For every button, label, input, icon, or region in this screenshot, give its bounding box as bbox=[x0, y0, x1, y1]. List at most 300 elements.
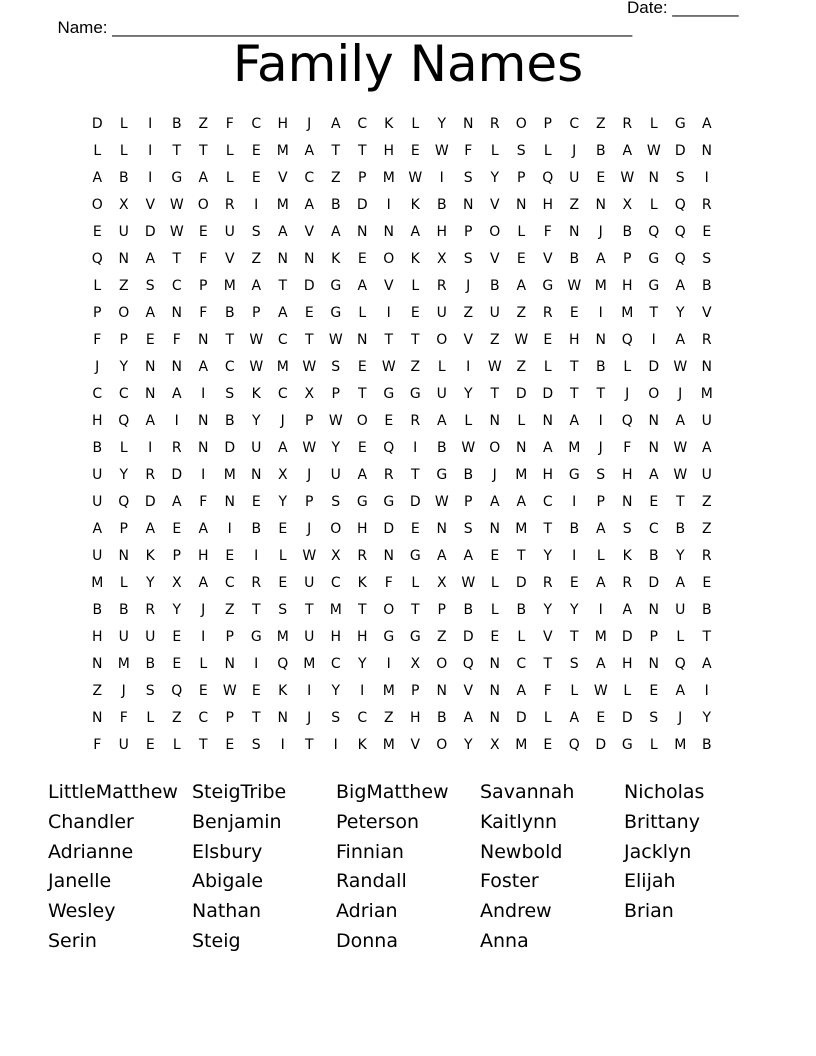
grid-cell[interactable]: A bbox=[516, 683, 527, 699]
grid-cell[interactable]: P bbox=[252, 305, 261, 321]
grid-cell[interactable]: P bbox=[199, 278, 208, 294]
grid-cell[interactable]: B bbox=[92, 440, 103, 456]
grid-cell[interactable]: B bbox=[516, 602, 527, 618]
grid-cell[interactable]: F bbox=[199, 251, 208, 267]
grid-cell[interactable]: I bbox=[598, 602, 603, 618]
grid-cell[interactable]: Y bbox=[675, 305, 685, 321]
grid-cell[interactable]: B bbox=[436, 440, 447, 456]
grid-cell[interactable]: N bbox=[145, 386, 156, 402]
grid-cell[interactable]: V bbox=[410, 737, 421, 753]
grid-cell[interactable]: X bbox=[304, 386, 315, 402]
grid-cell[interactable]: D bbox=[91, 116, 103, 132]
grid-cell[interactable]: L bbox=[464, 413, 473, 429]
grid-cell[interactable]: G bbox=[436, 467, 448, 483]
grid-cell[interactable]: A bbox=[675, 332, 686, 348]
grid-cell[interactable]: R bbox=[383, 467, 394, 483]
grid-cell[interactable]: P bbox=[119, 521, 128, 537]
grid-cell[interactable]: Q bbox=[118, 413, 130, 429]
grid-cell[interactable]: I bbox=[386, 656, 391, 672]
grid-cell[interactable]: Z bbox=[701, 494, 712, 510]
grid-cell[interactable]: S bbox=[145, 278, 155, 294]
grid-cell[interactable]: V bbox=[489, 251, 500, 267]
grid-cell[interactable]: B bbox=[648, 548, 659, 564]
grid-cell[interactable]: G bbox=[383, 629, 395, 645]
grid-cell[interactable]: D bbox=[409, 494, 421, 510]
grid-cell[interactable]: T bbox=[410, 332, 420, 348]
grid-cell[interactable]: E bbox=[490, 548, 500, 564]
grid-cell[interactable]: A bbox=[436, 548, 447, 564]
grid-cell[interactable]: E bbox=[702, 575, 712, 591]
grid-cell[interactable]: D bbox=[144, 224, 156, 240]
grid-cell[interactable]: E bbox=[251, 143, 261, 159]
grid-cell[interactable]: Q bbox=[648, 224, 660, 240]
grid-cell[interactable]: P bbox=[623, 251, 632, 267]
grid-cell[interactable]: S bbox=[331, 494, 341, 510]
grid-cell[interactable]: N bbox=[595, 332, 606, 348]
grid-cell[interactable]: Z bbox=[383, 710, 394, 726]
grid-cell[interactable]: N bbox=[251, 467, 262, 483]
grid-cell[interactable]: E bbox=[278, 521, 288, 537]
grid-cell[interactable]: H bbox=[436, 224, 448, 240]
grid-cell[interactable]: A bbox=[675, 683, 686, 699]
grid-cell[interactable]: C bbox=[224, 359, 235, 375]
grid-cell[interactable]: M bbox=[594, 629, 607, 645]
grid-cell[interactable]: A bbox=[701, 656, 712, 672]
grid-cell[interactable]: P bbox=[331, 386, 340, 402]
grid-cell[interactable]: Z bbox=[410, 359, 421, 375]
grid-cell[interactable]: M bbox=[515, 467, 528, 483]
grid-cell[interactable]: S bbox=[331, 710, 341, 726]
grid-cell[interactable]: U bbox=[304, 629, 315, 645]
grid-cell[interactable]: N bbox=[171, 359, 182, 375]
grid-cell[interactable]: A bbox=[330, 224, 341, 240]
grid-cell[interactable]: N bbox=[463, 197, 474, 213]
grid-cell[interactable]: D bbox=[648, 359, 660, 375]
grid-cell[interactable]: I bbox=[572, 494, 577, 510]
grid-cell[interactable]: S bbox=[463, 251, 473, 267]
grid-cell[interactable]: A bbox=[357, 467, 368, 483]
grid-cell[interactable]: J bbox=[307, 710, 312, 726]
grid-cell[interactable]: E bbox=[596, 710, 606, 726]
grid-cell[interactable]: R bbox=[622, 116, 633, 132]
grid-cell[interactable]: A bbox=[410, 224, 421, 240]
grid-cell[interactable]: A bbox=[463, 548, 474, 564]
grid-cell[interactable]: H bbox=[621, 656, 633, 672]
grid-cell[interactable]: N bbox=[489, 413, 500, 429]
grid-cell[interactable]: F bbox=[623, 440, 632, 456]
grid-cell[interactable]: W bbox=[461, 440, 476, 456]
grid-cell[interactable]: A bbox=[675, 413, 686, 429]
grid-cell[interactable]: N bbox=[304, 251, 315, 267]
grid-cell[interactable]: H bbox=[330, 629, 342, 645]
grid-cell[interactable]: A bbox=[648, 467, 659, 483]
grid-cell[interactable]: M bbox=[276, 197, 289, 213]
grid-cell[interactable]: L bbox=[278, 548, 287, 564]
grid-cell[interactable]: V bbox=[701, 305, 712, 321]
grid-cell[interactable]: B bbox=[675, 521, 686, 537]
grid-cell[interactable]: A bbox=[622, 143, 633, 159]
grid-cell[interactable]: T bbox=[304, 332, 314, 348]
grid-cell[interactable]: K bbox=[357, 737, 367, 753]
grid-cell[interactable]: A bbox=[145, 305, 156, 321]
grid-cell[interactable]: P bbox=[358, 170, 367, 186]
grid-cell[interactable]: A bbox=[277, 224, 288, 240]
grid-cell[interactable]: P bbox=[225, 710, 234, 726]
grid-cell[interactable]: I bbox=[651, 332, 656, 348]
grid-cell[interactable]: U bbox=[436, 386, 447, 402]
grid-cell[interactable]: D bbox=[515, 386, 527, 402]
grid-cell[interactable]: L bbox=[172, 737, 181, 753]
grid-cell[interactable]: A bbox=[92, 521, 103, 537]
grid-cell[interactable]: V bbox=[277, 170, 288, 186]
grid-cell[interactable]: H bbox=[568, 332, 580, 348]
grid-cell[interactable]: W bbox=[434, 143, 449, 159]
grid-cell[interactable]: G bbox=[409, 548, 421, 564]
grid-cell[interactable]: U bbox=[569, 170, 580, 186]
grid-cell[interactable]: Z bbox=[569, 197, 580, 213]
grid-cell[interactable]: D bbox=[171, 467, 183, 483]
grid-cell[interactable]: W bbox=[328, 413, 343, 429]
grid-cell[interactable]: P bbox=[464, 224, 473, 240]
grid-cell[interactable]: Y bbox=[490, 170, 500, 186]
grid-cell[interactable]: T bbox=[172, 251, 182, 267]
grid-cell[interactable]: D bbox=[515, 575, 527, 591]
grid-cell[interactable]: C bbox=[198, 710, 209, 726]
grid-cell[interactable]: W bbox=[593, 683, 608, 699]
grid-cell[interactable]: N bbox=[92, 710, 103, 726]
grid-cell[interactable]: R bbox=[436, 278, 447, 294]
grid-cell[interactable]: L bbox=[649, 737, 658, 753]
grid-cell[interactable]: I bbox=[148, 440, 153, 456]
grid-cell[interactable]: S bbox=[463, 170, 473, 186]
grid-cell[interactable]: R bbox=[542, 305, 553, 321]
grid-cell[interactable]: E bbox=[649, 683, 659, 699]
grid-cell[interactable]: L bbox=[649, 116, 658, 132]
grid-cell[interactable]: A bbox=[171, 494, 182, 510]
grid-cell[interactable]: L bbox=[490, 602, 499, 618]
grid-cell[interactable]: W bbox=[567, 278, 582, 294]
grid-cell[interactable]: P bbox=[464, 494, 473, 510]
grid-cell[interactable]: H bbox=[356, 629, 368, 645]
grid-cell[interactable]: Q bbox=[674, 224, 686, 240]
grid-cell[interactable]: Y bbox=[119, 467, 129, 483]
grid-cell[interactable]: E bbox=[145, 737, 155, 753]
grid-cell[interactable]: Q bbox=[171, 683, 183, 699]
grid-cell[interactable]: Q bbox=[91, 251, 103, 267]
grid-cell[interactable]: X bbox=[489, 737, 500, 753]
grid-cell[interactable]: N bbox=[489, 521, 500, 537]
grid-cell[interactable]: E bbox=[569, 305, 579, 321]
grid-cell[interactable]: N bbox=[648, 413, 659, 429]
grid-cell[interactable]: L bbox=[358, 305, 367, 321]
grid-cell[interactable]: T bbox=[251, 710, 261, 726]
grid-cell[interactable]: I bbox=[466, 359, 471, 375]
grid-cell[interactable]: Q bbox=[621, 332, 633, 348]
grid-cell[interactable]: A bbox=[595, 521, 606, 537]
grid-cell[interactable]: Y bbox=[463, 386, 473, 402]
grid-cell[interactable]: T bbox=[357, 386, 367, 402]
grid-cell[interactable]: E bbox=[92, 224, 102, 240]
grid-cell[interactable]: S bbox=[569, 656, 579, 672]
grid-cell[interactable]: P bbox=[649, 629, 658, 645]
grid-cell[interactable]: N bbox=[277, 710, 288, 726]
grid-cell[interactable]: E bbox=[278, 575, 288, 591]
grid-cell[interactable]: W bbox=[169, 197, 184, 213]
grid-cell[interactable]: L bbox=[119, 116, 128, 132]
grid-cell[interactable]: T bbox=[675, 494, 685, 510]
grid-cell[interactable]: G bbox=[383, 386, 395, 402]
grid-cell[interactable]: A bbox=[489, 494, 500, 510]
grid-cell[interactable]: Z bbox=[330, 170, 341, 186]
grid-cell[interactable]: N bbox=[224, 494, 235, 510]
grid-cell[interactable]: S bbox=[622, 521, 632, 537]
grid-cell[interactable]: I bbox=[201, 386, 206, 402]
grid-cell[interactable]: J bbox=[95, 359, 100, 375]
grid-cell[interactable]: N bbox=[198, 332, 209, 348]
grid-cell[interactable]: V bbox=[304, 224, 315, 240]
grid-cell[interactable]: X bbox=[410, 656, 421, 672]
grid-cell[interactable]: E bbox=[172, 656, 182, 672]
grid-cell[interactable]: A bbox=[330, 116, 341, 132]
grid-cell[interactable]: C bbox=[118, 386, 129, 402]
grid-cell[interactable]: S bbox=[145, 683, 155, 699]
grid-cell[interactable]: J bbox=[598, 440, 603, 456]
grid-cell[interactable]: L bbox=[411, 278, 420, 294]
grid-cell[interactable]: I bbox=[148, 143, 153, 159]
grid-cell[interactable]: W bbox=[328, 332, 343, 348]
grid-cell[interactable]: L bbox=[411, 575, 420, 591]
grid-cell[interactable]: N bbox=[198, 413, 209, 429]
grid-cell[interactable]: F bbox=[199, 494, 208, 510]
grid-cell[interactable]: T bbox=[225, 332, 235, 348]
grid-cell[interactable]: A bbox=[569, 710, 580, 726]
grid-cell[interactable]: S bbox=[251, 224, 261, 240]
grid-cell[interactable]: A bbox=[92, 170, 103, 186]
grid-cell[interactable]: L bbox=[199, 656, 208, 672]
grid-cell[interactable]: I bbox=[386, 197, 391, 213]
grid-cell[interactable]: R bbox=[145, 602, 156, 618]
grid-cell[interactable]: N bbox=[383, 548, 394, 564]
grid-cell[interactable]: T bbox=[569, 359, 579, 375]
grid-cell[interactable]: U bbox=[92, 467, 103, 483]
grid-cell[interactable]: H bbox=[91, 629, 103, 645]
grid-cell[interactable]: C bbox=[330, 575, 341, 591]
grid-cell[interactable]: I bbox=[280, 737, 285, 753]
grid-cell[interactable]: W bbox=[673, 440, 688, 456]
grid-cell[interactable]: N bbox=[92, 656, 103, 672]
grid-cell[interactable]: E bbox=[251, 170, 261, 186]
grid-cell[interactable]: B bbox=[224, 305, 235, 321]
grid-cell[interactable]: G bbox=[250, 629, 262, 645]
grid-cell[interactable]: L bbox=[119, 143, 128, 159]
grid-cell[interactable]: L bbox=[543, 710, 552, 726]
grid-cell[interactable]: L bbox=[146, 710, 155, 726]
grid-cell[interactable]: B bbox=[463, 602, 474, 618]
grid-cell[interactable]: A bbox=[145, 251, 156, 267]
grid-cell[interactable]: Y bbox=[357, 656, 367, 672]
grid-cell[interactable]: V bbox=[542, 629, 553, 645]
grid-cell[interactable]: B bbox=[569, 521, 580, 537]
grid-cell[interactable]: E bbox=[384, 413, 394, 429]
grid-cell[interactable]: A bbox=[304, 143, 315, 159]
grid-cell[interactable]: S bbox=[251, 737, 261, 753]
grid-cell[interactable]: R bbox=[489, 116, 500, 132]
grid-cell[interactable]: N bbox=[463, 116, 474, 132]
grid-cell[interactable]: M bbox=[382, 683, 395, 699]
grid-cell[interactable]: A bbox=[595, 575, 606, 591]
grid-cell[interactable]: A bbox=[198, 170, 209, 186]
grid-cell[interactable]: J bbox=[678, 386, 683, 402]
grid-cell[interactable]: Z bbox=[516, 305, 527, 321]
grid-cell[interactable]: B bbox=[145, 656, 156, 672]
grid-cell[interactable]: T bbox=[649, 305, 659, 321]
grid-cell[interactable]: J bbox=[307, 116, 312, 132]
grid-cell[interactable]: J bbox=[307, 521, 312, 537]
grid-cell[interactable]: T bbox=[172, 143, 182, 159]
grid-cell[interactable]: M bbox=[303, 656, 316, 672]
grid-cell[interactable]: C bbox=[357, 116, 368, 132]
grid-cell[interactable]: N bbox=[118, 548, 129, 564]
grid-cell[interactable]: Q bbox=[674, 197, 686, 213]
grid-cell[interactable]: L bbox=[437, 359, 446, 375]
grid-cell[interactable]: I bbox=[704, 170, 709, 186]
grid-cell[interactable]: B bbox=[622, 224, 633, 240]
grid-cell[interactable]: W bbox=[302, 359, 317, 375]
grid-cell[interactable]: N bbox=[648, 602, 659, 618]
grid-cell[interactable]: N bbox=[516, 197, 527, 213]
grid-cell[interactable]: E bbox=[251, 494, 261, 510]
grid-cell[interactable]: H bbox=[91, 413, 103, 429]
grid-cell[interactable]: A bbox=[675, 278, 686, 294]
grid-cell[interactable]: V bbox=[489, 197, 500, 213]
grid-cell[interactable]: G bbox=[648, 278, 660, 294]
grid-cell[interactable]: J bbox=[466, 278, 471, 294]
grid-cell[interactable]: B bbox=[595, 143, 606, 159]
grid-cell[interactable]: X bbox=[330, 548, 341, 564]
grid-cell[interactable]: H bbox=[621, 278, 633, 294]
grid-cell[interactable]: T bbox=[384, 332, 394, 348]
grid-cell[interactable]: E bbox=[490, 629, 500, 645]
grid-cell[interactable]: T bbox=[331, 143, 341, 159]
grid-cell[interactable]: O bbox=[436, 737, 448, 753]
grid-cell[interactable]: T bbox=[410, 602, 420, 618]
grid-cell[interactable]: O bbox=[383, 251, 395, 267]
grid-cell[interactable]: F bbox=[225, 116, 234, 132]
grid-cell[interactable]: T bbox=[569, 386, 579, 402]
grid-cell[interactable]: X bbox=[622, 197, 633, 213]
grid-cell[interactable]: N bbox=[224, 656, 235, 672]
grid-cell[interactable]: Z bbox=[463, 305, 474, 321]
grid-cell[interactable]: T bbox=[251, 602, 261, 618]
grid-cell[interactable]: V bbox=[463, 332, 474, 348]
grid-cell[interactable]: W bbox=[302, 548, 317, 564]
grid-cell[interactable]: L bbox=[93, 143, 102, 159]
grid-cell[interactable]: M bbox=[329, 602, 342, 618]
grid-cell[interactable]: W bbox=[408, 170, 423, 186]
grid-cell[interactable]: A bbox=[304, 197, 315, 213]
grid-cell[interactable]: B bbox=[701, 278, 712, 294]
grid-cell[interactable]: L bbox=[596, 548, 605, 564]
grid-cell[interactable]: B bbox=[171, 116, 182, 132]
grid-cell[interactable]: J bbox=[572, 143, 577, 159]
grid-cell[interactable]: I bbox=[333, 737, 338, 753]
grid-cell[interactable]: R bbox=[251, 575, 262, 591]
grid-cell[interactable]: E bbox=[357, 359, 367, 375]
grid-cell[interactable]: O bbox=[383, 602, 395, 618]
grid-cell[interactable]: E bbox=[410, 143, 420, 159]
grid-cell[interactable]: X bbox=[436, 251, 447, 267]
grid-cell[interactable]: W bbox=[381, 359, 396, 375]
grid-cell[interactable]: Y bbox=[145, 575, 155, 591]
grid-cell[interactable]: W bbox=[249, 332, 264, 348]
grid-cell[interactable]: E bbox=[596, 170, 606, 186]
grid-cell[interactable]: M bbox=[91, 575, 104, 591]
grid-cell[interactable]: P bbox=[119, 332, 128, 348]
grid-cell[interactable]: T bbox=[569, 629, 579, 645]
grid-cell[interactable]: T bbox=[516, 548, 526, 564]
grid-cell[interactable]: B bbox=[436, 710, 447, 726]
grid-cell[interactable]: A bbox=[463, 710, 474, 726]
grid-cell[interactable]: H bbox=[383, 143, 395, 159]
grid-cell[interactable]: I bbox=[148, 170, 153, 186]
grid-cell[interactable]: J bbox=[625, 386, 630, 402]
grid-cell[interactable]: Y bbox=[172, 602, 182, 618]
grid-cell[interactable]: R bbox=[622, 575, 633, 591]
grid-cell[interactable]: J bbox=[678, 710, 683, 726]
grid-cell[interactable]: Z bbox=[92, 683, 103, 699]
grid-cell[interactable]: N bbox=[489, 683, 500, 699]
grid-cell[interactable]: I bbox=[439, 170, 444, 186]
grid-cell[interactable]: M bbox=[594, 278, 607, 294]
grid-cell[interactable]: R bbox=[224, 197, 235, 213]
grid-cell[interactable]: K bbox=[410, 197, 420, 213]
grid-cell[interactable]: S bbox=[463, 521, 473, 537]
grid-cell[interactable]: P bbox=[172, 548, 181, 564]
grid-cell[interactable]: E bbox=[198, 224, 208, 240]
grid-cell[interactable]: A bbox=[171, 386, 182, 402]
grid-cell[interactable]: T bbox=[278, 278, 288, 294]
grid-cell[interactable]: O bbox=[356, 413, 368, 429]
grid-cell[interactable]: Q bbox=[383, 440, 395, 456]
grid-cell[interactable]: O bbox=[648, 386, 660, 402]
grid-cell[interactable]: W bbox=[487, 359, 502, 375]
grid-cell[interactable]: Y bbox=[331, 440, 341, 456]
grid-cell[interactable]: W bbox=[249, 359, 264, 375]
grid-cell[interactable]: S bbox=[278, 602, 288, 618]
grid-cell[interactable]: O bbox=[330, 521, 342, 537]
grid-cell[interactable]: E bbox=[543, 332, 553, 348]
grid-cell[interactable]: H bbox=[542, 467, 554, 483]
grid-cell[interactable]: Y bbox=[543, 602, 553, 618]
grid-cell[interactable]: H bbox=[542, 197, 554, 213]
grid-cell[interactable]: L bbox=[517, 224, 526, 240]
grid-cell[interactable]: D bbox=[383, 521, 395, 537]
grid-cell[interactable]: H bbox=[356, 521, 368, 537]
grid-cell[interactable]: E bbox=[225, 737, 235, 753]
grid-cell[interactable]: A bbox=[595, 656, 606, 672]
grid-cell[interactable]: O bbox=[436, 656, 448, 672]
grid-cell[interactable]: D bbox=[144, 494, 156, 510]
grid-cell[interactable]: F bbox=[172, 332, 181, 348]
grid-cell[interactable]: I bbox=[307, 683, 312, 699]
grid-cell[interactable]: M bbox=[223, 278, 236, 294]
grid-cell[interactable]: Y bbox=[251, 413, 261, 429]
grid-cell[interactable]: X bbox=[171, 575, 182, 591]
grid-cell[interactable]: S bbox=[675, 170, 685, 186]
grid-cell[interactable]: Y bbox=[702, 710, 712, 726]
grid-cell[interactable]: M bbox=[382, 737, 395, 753]
grid-cell[interactable]: N bbox=[277, 251, 288, 267]
